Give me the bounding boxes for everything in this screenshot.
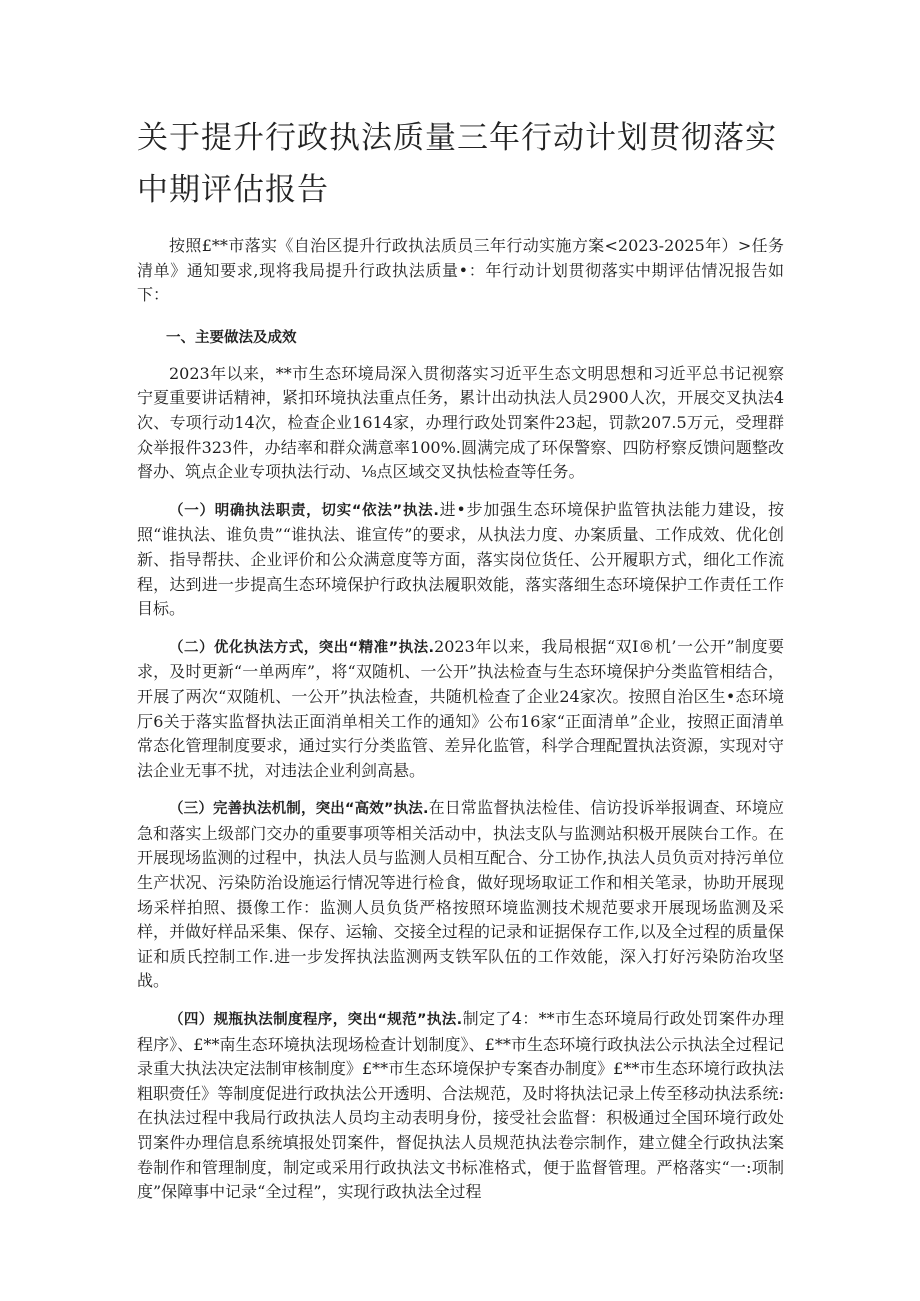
item-body-4: 制定了4：**市生态环境局行政处罚案件办理程序》、£**南生态环境执法现场检查计划制度》、£**市生态环境行政执法公示执法全过程记录重大执法决定法制审核制度》£**市生态环境保护专案杳办制度》£**市生态环境行政执法粗职赍任》等制度促进行政执法公开透明、合法规范，及时将执法记录上传至移动执法系统:在执法过程中我局行政执法人员均主动表明身份，接受社会监督：积极通过全国环境行政处罚案件办理信息系统填报处罚案件，督促执法人员规范执法卷宗制作，建立健全行政执法案卷制作和管理制度，制定或采用行政执法文书标准格式，便于监督管理。严格落实“一:项制度”保障事中记录“全过程”，实现行政执法全过程 <box>137 1009 784 1202</box>
item-lead-1: （一）明确执法职责，切实“依法”执法. <box>169 502 439 519</box>
item-paragraph-3 <box>137 796 784 994</box>
item-paragraph-2 <box>137 635 784 784</box>
document-title: 关于提升行政执法质量三年行动计划贯彻落实中期评估报告 <box>137 120 777 208</box>
item-lead-4: （四）规瓶执法制度程序，突出“规范”执法. <box>169 1012 463 1029</box>
intro-paragraph: 按照£**市落实《自治区提升行政执法质员三年行动实施方案<2023-2025年）>任务清单》通知要求,现将我局提升行政执法质量•：年行动计划贯彻落实中期评估情况报告如下： <box>137 236 784 305</box>
item-lead-3: （三）完善执法机制，突出“高效”执法. <box>169 801 429 818</box>
item-paragraph-1 <box>137 498 784 622</box>
item-body-2: 2023年以来，我局根据“双I®机’一公开”制度要求，及时更新“一单两库”，将“双随机、一公开”执法检查与生态环境保护分类监管相结合，开展了两次“双随机、一公开”执法检查，共随机检查了企业24家次。按照自治区生•态环境厅6关于落实监督执法正面消单相关工作的通知》公布16家“正面清单”企业，按照正面清单常态化管理制度要求，通过实行分类监管、差异化监管，科学合理配置执法资源，实现对守法企业无事不扰，对违法企业利剑高悬。 <box>137 636 784 780</box>
item-body-3: 在日常监督执法检佳、信访投诉举报调查、环境应急和落实上级部门交办的重要事项等相关活动中，执法支队与监测站积极开展陕台工作。在开展现场监测的过程中，执法人员与监测人员相互配合、分工协作,执法人员负贡对持污单位生产状况、污染防治设施运行情况等进行检食，做好现场取证工作和相关笔录，协助开展现场采样拍照、摄像工作：监测人员负货严格按照环境监测技术规范要求开展现场监测及采样，并做好样品采集、保存、运输、交接全过程的记录和证据保存工作,以及全过程的质量保证和质氏控制工作.进一步发挥执法监测两支铁军队伍的工作效能，深入打好污染防治攻坚战。 <box>137 798 784 991</box>
section-summary-paragraph: 2023年以来，**市生态环境局深入贯彻落实习近平生态文明思想和习近平总书记视察宁夏重要讲话精神，紧扣环境执法重点任务，累计出动执法人员2900人次，开展交叉执法4次、专项行动14次，检查企业1614家，办理行政处罚案件23起，罚款207.5万元，受理群众举报件323件，办结率和群众满意率100%.圆满完成了环保警察、四防杼察反馈问题整改督办、筑点企业专项执法行动、⅛点区域交叉执怯检查等任务。 <box>137 363 784 482</box>
item-body-1: 进•步加强生态环境保护监管执法能力建设，按照“谁执法、谁负贵”“谁执法、谁宣传”的要求，从执法力度、办案质量、工作成效、优化创新、指导帮扶、企业评价和公众满意度等方面，落实岗位货任、公开履职方式，细化工作流程，达到进一步提高生态环境保护行政执法履职效能，落实落细生态环境保护工作责任工作目标。 <box>137 499 784 619</box>
section-heading: 一、主要做法及成效 <box>166 329 297 346</box>
item-paragraph-4 <box>137 1007 784 1205</box>
item-lead-2: （二）优化执法方式，突出“精准”执法. <box>169 639 435 656</box>
